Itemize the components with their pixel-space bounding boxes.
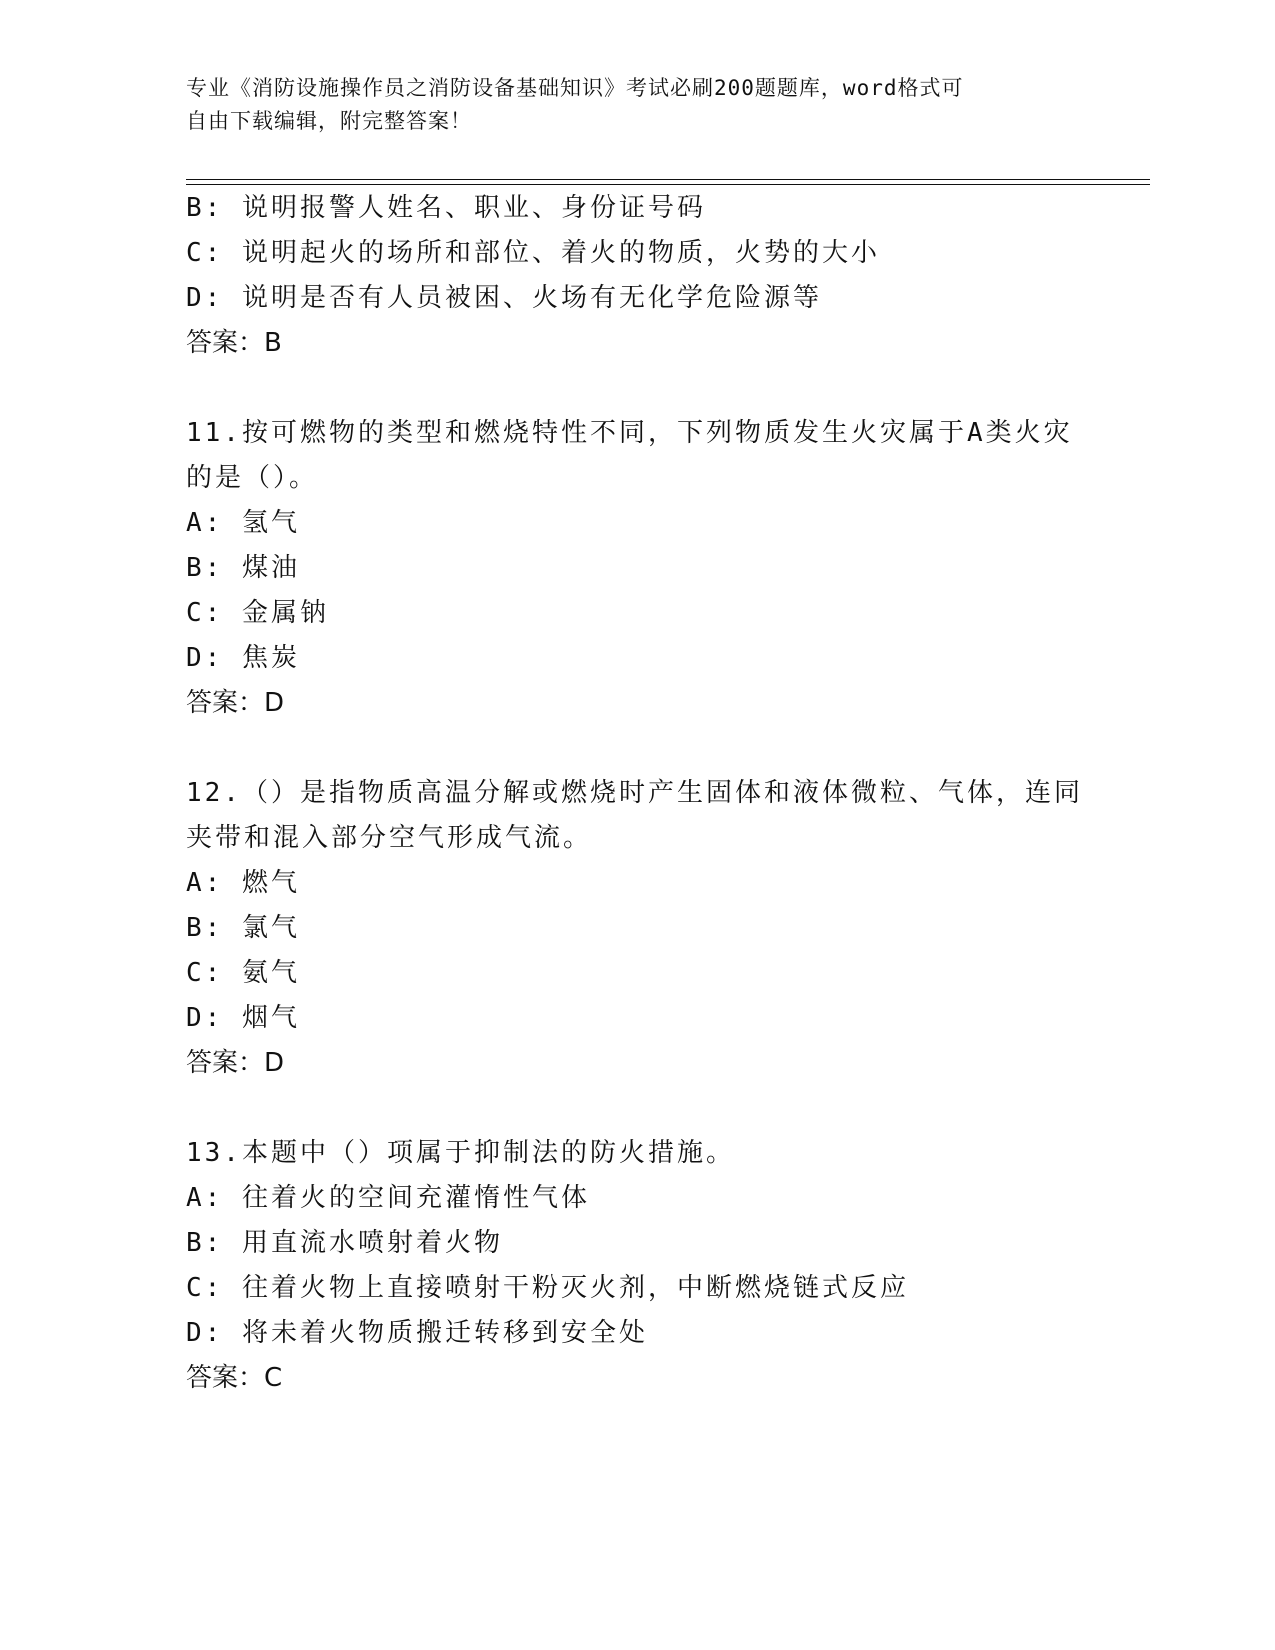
q11-stem-line-1: 11.按可燃物的类型和燃烧特性不同，下列物质发生火灾属于A类火灾 bbox=[186, 418, 1073, 448]
q11-option-c: C: 金属钠 bbox=[186, 598, 329, 628]
q13-option-d: D: 将未着火物质搬迁转移到安全处 bbox=[186, 1318, 648, 1348]
q10-option-d: D: 说明是否有人员被困、火场有无化学危险源等 bbox=[186, 283, 822, 313]
q12-option-a: A: 燃气 bbox=[186, 868, 300, 898]
q13-stem-line-1: 13.本题中（）项属于抑制法的防火措施。 bbox=[186, 1138, 735, 1168]
q12-option-d: D: 烟气 bbox=[186, 1003, 300, 1033]
header-divider-bottom bbox=[186, 184, 1150, 185]
q10-option-c: C: 说明起火的场所和部位、着火的物质，火势的大小 bbox=[186, 238, 880, 268]
q13-answer: 答案：C bbox=[186, 1363, 283, 1393]
q12-option-b: B: 氯气 bbox=[186, 913, 300, 943]
header-divider-top bbox=[186, 179, 1150, 180]
q11-option-d: D: 焦炭 bbox=[186, 643, 300, 673]
q10-answer: 答案：B bbox=[186, 328, 282, 358]
q13-option-a: A: 往着火的空间充灌惰性气体 bbox=[186, 1183, 590, 1213]
header-line-2: 自由下载编辑，附完整答案！ bbox=[186, 109, 472, 133]
q12-option-c: C: 氨气 bbox=[186, 958, 300, 988]
q12-answer: 答案：D bbox=[186, 1048, 285, 1078]
header-line-1: 专业《消防设施操作员之消防设备基础知识》考试必刷200题题库，word格式可 bbox=[186, 76, 964, 100]
q11-answer: 答案：D bbox=[186, 688, 285, 718]
q12-stem-line-2: 夹带和混入部分空气形成气流。 bbox=[186, 823, 593, 853]
q13-option-b: B: 用直流水喷射着火物 bbox=[186, 1228, 503, 1258]
document-header bbox=[186, 72, 1066, 138]
q13-option-c: C: 往着火物上直接喷射干粉灭火剂，中断燃烧链式反应 bbox=[186, 1273, 909, 1303]
q11-option-b: B: 煤油 bbox=[186, 553, 300, 583]
q10-option-b: B: 说明报警人姓名、职业、身份证号码 bbox=[186, 193, 706, 223]
q12-stem-line-1: 12.（）是指物质高温分解或燃烧时产生固体和液体微粒、气体，连同 bbox=[186, 778, 1083, 808]
q11-option-a: A: 氢气 bbox=[186, 508, 300, 538]
q11-stem-line-2: 的是（）。 bbox=[186, 463, 319, 493]
